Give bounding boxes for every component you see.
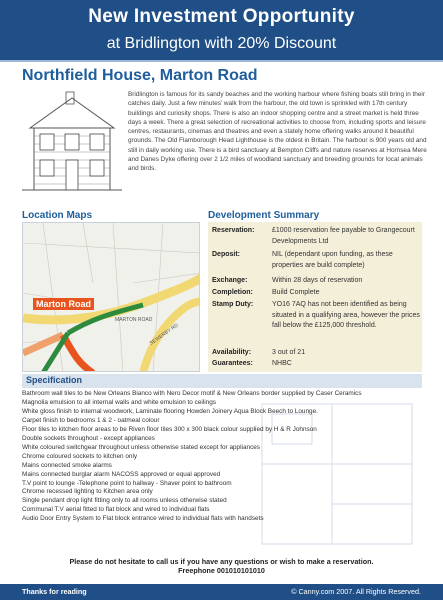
call-to-action xyxy=(0,557,443,575)
specification-list xyxy=(22,390,422,524)
list-item: T.V point to lounge -Telephone point to hallway - Shaver point to bathroom xyxy=(22,479,232,487)
specification-title: Specification xyxy=(26,375,83,385)
page-header xyxy=(0,0,443,62)
list-item: Chrome recessed lighting to Kitchen area only xyxy=(22,488,153,496)
summary-value: Build Complete xyxy=(272,289,320,296)
cta-message: Please do not hesitate to call us if you have any questions or wish to make a reservation. xyxy=(69,557,374,566)
list-item: Single pendant drop light fitting only to all rooms unless otherwise stated xyxy=(22,497,227,505)
list-item: Bathroom wall tiles to be New Orleans Bianco with Nero Decor motif & New Orleans border supplied by Caser Ceramics xyxy=(22,390,362,397)
page-footer xyxy=(0,584,443,600)
footer-thanks: Thanks for reading xyxy=(22,587,87,596)
summary-label: Completion: xyxy=(212,289,253,296)
property-title: Northfield House, Marton Road xyxy=(22,67,258,84)
list-item: Audio Door Entry System to Flat block entrance wired to individual flats with handsets xyxy=(22,515,264,523)
location-map[interactable] xyxy=(22,222,200,372)
summary-label: Guarantees: xyxy=(212,360,253,367)
footer-copyright: © Canny.com 2007. All Rights Reserved. xyxy=(291,587,421,596)
list-item: Magnolia emulsion to all internal walls and white emulsion to ceilings xyxy=(22,398,216,406)
header-title: New Investment Opportunity xyxy=(88,6,355,27)
intro-paragraph: Bridlington is famous for its sandy beaches and the working harbour where fishing boats still bring in their catches daily. Just a few minutes' walk from the harbour, the old town is sprinkled with 17th century buildings and curiosity shops. There is also an indoor shopping centre and a street market is held three days a week. There a great selection of recreational activities to choose from, including sports and leisure centres, restaurants, cinemas and theatres and even a stately home offering walks around it beautiful grounds. The Old Flamborough Head Lighthouse is the oldest in Britain. The harbour is 900 years old and still in daily working use. There is a bird sanctuary at Bempton Cliffs and nature reserves at Hornsea Mere and Danes Dyke offering over 2 1/2 miles of woodland sanctuary and breeding grounds for local animals and birds. xyxy=(128,91,427,173)
specification-section xyxy=(22,374,422,554)
map-road-label: MARTON ROAD xyxy=(115,317,153,323)
house-illustration xyxy=(22,90,122,200)
summary-value: NIL (dependant upon funding, as these properties are build complete) xyxy=(272,251,393,269)
summary-label: Deposit: xyxy=(212,251,240,258)
header-subtitle: at Bridlington with 20% Discount xyxy=(106,35,337,52)
summary-label: Reservation: xyxy=(212,227,255,234)
list-item: Chrome coloured sockets to kitchen only xyxy=(22,452,138,460)
list-item: Floor tiles to kitchen floor areas to be Riven floor tiles 300 x 300 black colour supplied by H & R Johnson xyxy=(22,425,317,433)
summary-label: Availability: xyxy=(212,349,252,356)
summary-value: £1000 reservation fee payable to Grangecourt Developments Ltd xyxy=(272,227,415,245)
list-item: Double sockets throughout - except appliances xyxy=(22,434,155,442)
development-summary-table xyxy=(208,222,422,372)
list-item: Mains connected smoke alarms xyxy=(22,461,112,469)
summary-value: NHBC xyxy=(272,360,292,367)
location-maps-title: Location Maps xyxy=(22,210,93,221)
map-location-label: Marton Road xyxy=(33,298,94,310)
summary-value: Within 28 days of reservation xyxy=(272,277,363,284)
list-item: White gloss finish to internal woodwork, Laminate flooring Howden Joinery Aqua Block Beech to Lounge. xyxy=(22,407,318,415)
specification-header xyxy=(22,374,422,388)
development-summary-title: Development Summary xyxy=(208,210,320,221)
summary-label: Stamp Duty: xyxy=(212,301,254,308)
summary-label: Exchange: xyxy=(212,277,248,284)
summary-value: YO16 7AQ has not been identified as being situated in a qualifying area, however the prices fall below the £125,000 threshold. xyxy=(272,301,420,329)
map-road-label: SEWERBY RD xyxy=(148,322,180,347)
list-item: Carpet finish to bedrooms 1 & 2 - oatmeal colour xyxy=(22,416,160,424)
summary-value: 3 out of 21 xyxy=(272,349,306,356)
list-item: White coloured switchgear throughout unless otherwise stated except for appliances xyxy=(22,443,261,451)
freephone-number[interactable]: Freephone 001010101010 xyxy=(178,566,265,575)
list-item: Communal T.V aerial fitted to flat block and wired to individual flats xyxy=(22,506,210,514)
list-item: Mains connected burglar alarm NACOSS approved or equal approved xyxy=(22,470,221,478)
